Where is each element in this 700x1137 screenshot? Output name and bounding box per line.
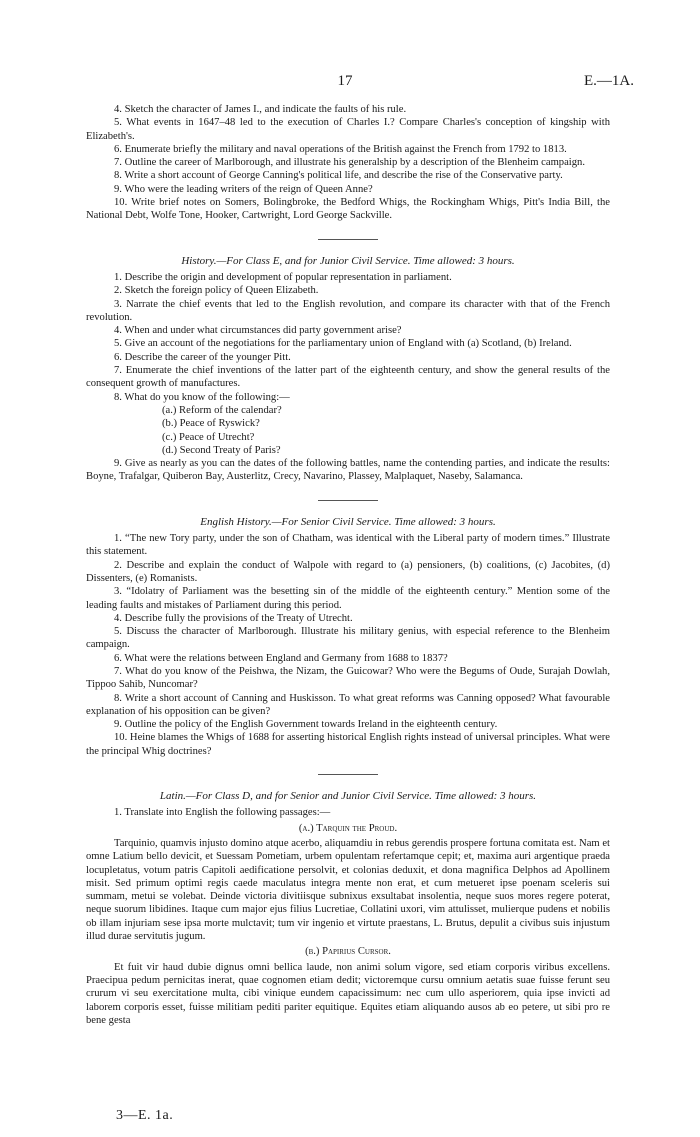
- question: 3. “Idolatry of Parliament was the besetting sin of the middle of the eighteenth century.” Mention some of the leading faults and mistakes of Parliament during this period.: [86, 586, 610, 611]
- question: 3. Narrate the chief events that led to the English revolution, and compare its character with that of the French revolution.: [86, 298, 610, 323]
- question: 7. Outline the career of Marlborough, and illustrate his generalship by a description of the Blenheim campaign.: [114, 157, 585, 169]
- section-heading: English History.—For Senior Civil Service. Time allowed: 3 hours.: [200, 515, 496, 528]
- question: 2. Sketch the foreign policy of Queen Elizabeth.: [114, 285, 319, 297]
- question: 4. Describe fully the provisions of the Treaty of Utrecht.: [114, 612, 353, 624]
- question: 6. Describe the career of the younger Pitt.: [114, 351, 291, 363]
- section-divider: [318, 239, 378, 240]
- question: 5. Discuss the character of Marlborough. Illustrate his military genius, with especial reference to the Blenheim campaign.: [86, 626, 610, 651]
- page-number: 17: [337, 73, 353, 89]
- section-divider: [318, 774, 378, 775]
- question: 1. Describe the origin and development of popular representation in parliament.: [114, 271, 452, 283]
- question: 1. Translate into English the following passages:—: [114, 807, 331, 819]
- question: 10. Heine blames the Whigs of 1688 for asserting historical English rights instead of universal principles. What were the principal Whig doctrines?: [86, 732, 610, 757]
- question: 1. “The new Tory party, under the son of Chatham, was identical with the Liberal party of modern times.” Illustrate this statement.: [86, 533, 610, 558]
- page-header: [0, 73, 700, 93]
- sub-item: (d.) Second Treaty of Paris?: [162, 444, 281, 456]
- section-english-history-senior: [86, 516, 610, 758]
- question: 8. What do you know of the following:—: [114, 391, 290, 403]
- question: 10. Write brief notes on Somers, Bolingbroke, the Bedford Whigs, the Rockingham Whigs, Pitt's India Bill, the National Debt, Wolfe Tone, Hooker, Cartwright, Lord George Sackville.: [86, 197, 610, 222]
- question: 6. Enumerate briefly the military and naval operations of the British against the French from 1792 to 1813.: [114, 143, 567, 155]
- question: 8. Write a short account of Canning and Huskisson. To what great reforms was Canning opposed? What favourable explanation of his opposition can be given?: [86, 692, 610, 717]
- document-code: E.—1A.: [584, 73, 634, 89]
- passage-title: (a.) Tarquin the Proud.: [298, 822, 398, 834]
- passage-text: Tarquinio, quamvis injusto domino atque acerbo, aliquamdiu in rebus gerendis prospere fortuna comitata est. Nam et omne Latium bello devicit, et Suessam Pometiam, urbem opulentam refertamque cepit; et, maxima auri argentique praeda locupletatus, votum patris Capitoli aedificatione persolvit, et colonias deduxit, et dona magnifica Delphos ad Apollinem misit. Sed primum optimi regis caede maculatus integra mente non erat, et cum metueret ipse poenam sceleris sui summam, metui se volebat. Deinde victoria divitiisque subnixus exsultabat insolentia, neque suos mores regere poterat, neque suorum libidines. Itaque cum major ejus filius Lucretiae, Collatini uxori, vim attulisset, mulierque pudens et nobilis ob illam injuriam sese ipsa morte mulctavit; tum vir ingenio et virtute praestans, L. Brutus, depulit a civibus suis injustum illud durae servitutis jugum.: [86, 837, 610, 943]
- signature-mark: 3—E. 1a.: [116, 1108, 174, 1123]
- passage-title: (b.) Papirius Cursor.: [305, 946, 391, 958]
- sub-item: (b.) Peace of Ryswick?: [162, 418, 260, 430]
- question: 4. When and under what circumstances did party government arise?: [114, 325, 402, 337]
- section-history-class-e: [86, 255, 610, 484]
- section-heading: History.—For Class E, and for Junior Civil Service. Time allowed: 3 hours.: [181, 254, 515, 267]
- sub-item: (a.) Reform of the calendar?: [162, 404, 282, 416]
- page-content: [86, 103, 610, 1027]
- question: 5. Give an account of the negotiations for the parliamentary union of England with (a) Scotland, (b) Ireland.: [114, 338, 572, 350]
- question: 2. Describe and explain the conduct of Walpole with regard to (a) pensioners, (b) coalitions, (c) Jacobites, (d) Dissenters, (e) Romanists.: [86, 559, 610, 584]
- question: 9. Who were the leading writers of the reign of Queen Anne?: [114, 183, 373, 195]
- section-divider: [318, 500, 378, 501]
- passage-text: Et fuit vir haud dubie dignus omni bellica laude, non animi solum vigore, sed etiam corporis viribus excellens. Praecipua pedum pernicitas inerat, quae cognomen etiam dedit; victoremque cursu omnium aetatis suae fuisse ferunt seu crurum vi seu exercitatione multa, cibi vinique eundem capacissimum: nec cum ullo asperiorem, quia ipse invicti ad laborem corporis esset, fuisse militiam pediti pariter equitique. Equites etiam aliquando ausos ab eo petere, ut sibi pro re bene gesta: [86, 961, 610, 1026]
- question: 6. What were the relations between England and Germany from 1688 to 1837?: [114, 652, 448, 664]
- question: 9. Outline the policy of the English Government towards Ireland in the eighteenth century.: [114, 719, 498, 731]
- question: 9. Give as nearly as you can the dates of the following battles, name the contending parties, and indicate the results: Boyne, Trafalgar, Quiberon Bay, Austerlitz, Crecy, Navarino, Plassey, Malplaquet, Naseby, Salamanca.: [86, 458, 610, 483]
- question: 4. Sketch the character of James I., and indicate the faults of his rule.: [114, 104, 407, 115]
- question: 7. Enumerate the chief inventions of the latter part of the eighteenth century, and show the general results of the consequent growth of manufactures.: [86, 365, 610, 390]
- question: 8. Write a short account of George Canning's political life, and describe the rise of the Conservative party.: [114, 170, 563, 182]
- section-latin: [86, 790, 610, 1027]
- section-continued-questions: [86, 103, 610, 223]
- question: 5. What events in 1647–48 led to the execution of Charles I.? Compare Charles's conception of kingship with Elizabeth's.: [86, 117, 610, 142]
- section-heading: Latin.—For Class D, and for Senior and Junior Civil Service. Time allowed: 3 hours.: [159, 790, 537, 803]
- question: 7. What do you know of the Peishwa, the Nizam, the Guicowar? Who were the Begums of Oude, Surajah Dowlah, Tippoo Sahib, Nuncomar?: [86, 665, 610, 691]
- sub-item: (c.) Peace of Utrecht?: [162, 431, 255, 443]
